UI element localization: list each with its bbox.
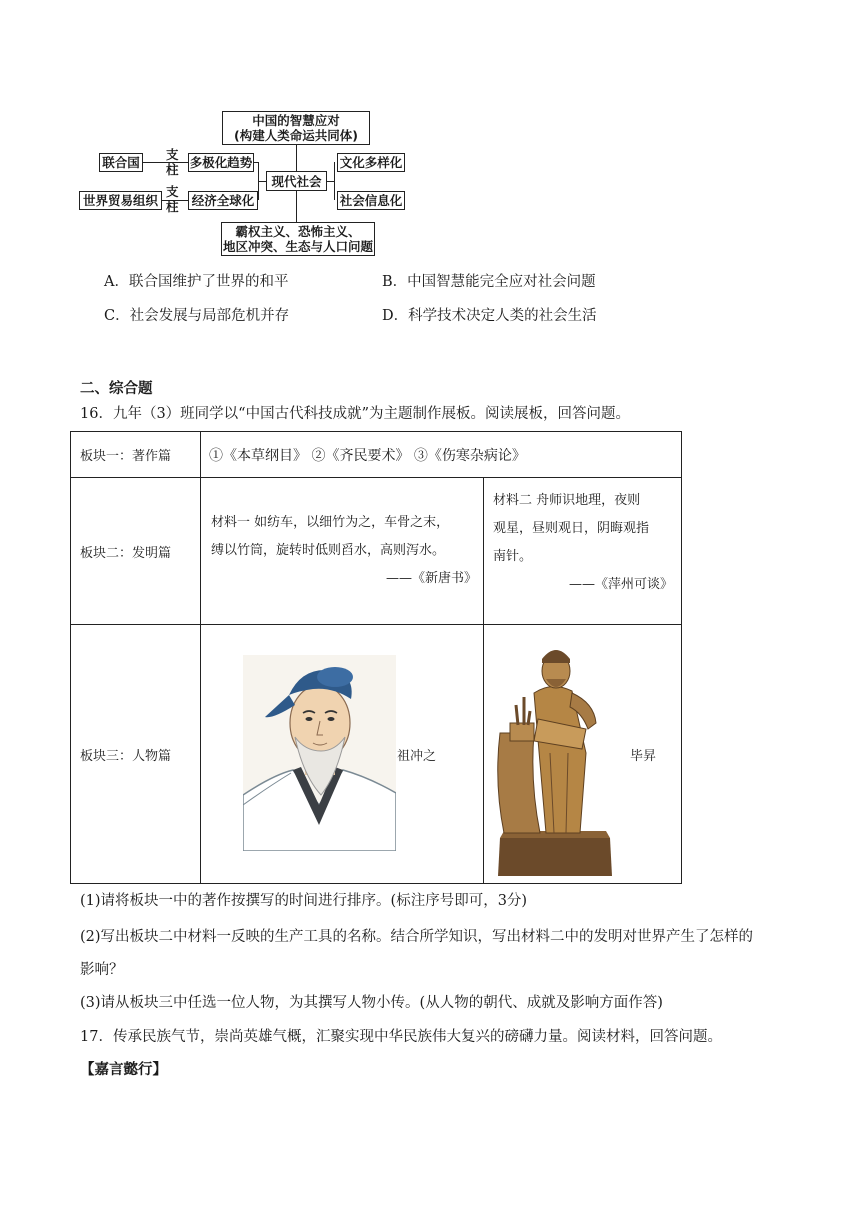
wto-label: 世界贸易组织 [82,193,158,208]
material1-line2: 缚以竹筒，旋转时低则舀水，高则泻水。 [211,543,446,558]
exhibition-board [70,431,682,884]
q17-intro: 17．传承民族气节，崇尚英雄气概，汇聚实现中华民族伟大复兴的磅礴力量。阅读材料，回答问题。 [80,1029,722,1045]
un-label: 联合国 [102,155,140,170]
zu-chongzhi-portrait [243,655,396,851]
cultural-diversity-label: 文化多样化 [339,155,403,170]
modern-society-box [266,171,327,191]
material2-line1: 材料二 舟师识地理，夜则 [493,493,641,508]
option-a[interactable]: A．联合国维护了世界的和平 [104,274,289,290]
person2-cell [484,625,682,884]
problems-box [221,222,375,256]
informatization-label: 社会信息化 [339,193,403,208]
option-b[interactable]: B．中国智慧能完全应对社会问题 [382,274,596,290]
person2-name: 毕昇 [630,749,657,764]
q16-sub2-line2: 影响？ [80,962,124,978]
q16-sub1: (1)请将板块一中的著作按撰写的时间进行排序。(标注序号即可，3分) [80,893,528,909]
q16-intro: 16．九年（3）班同学以“中国古代科技成就”为主题制作展板。阅读展板，回答问题。 [80,406,630,422]
multipolar-box [188,153,254,172]
board2-label: 板块二：发明篇 [71,478,201,625]
globalization-box [188,191,258,210]
modern-society-label: 现代社会 [271,173,322,189]
globalization-label: 经济全球化 [191,193,255,208]
top-box [222,111,370,145]
person1-cell [201,625,484,884]
option-d[interactable]: D．科学技术决定人类的社会生活 [382,308,597,324]
material2-source: ——《萍州可谈》 [568,577,673,592]
q16-sub3: (3)请从板块三中任选一位人物，为其撰写人物小传。(从人物的朝代、成就及影响方面作答) [80,995,663,1011]
un-box [99,153,143,172]
q17-heading: 【嘉言懿行】 [80,1062,167,1078]
cultural-diversity-box [337,153,405,172]
top-box-line2: (构建人类命运共同体) [234,128,358,143]
material1-source: ——《新唐书》 [385,571,477,586]
informatization-box [337,191,405,210]
material2-line2: 观星，昼则观日，阴晦观指 [493,521,650,536]
material2-cell [484,478,682,625]
top-box-line1: 中国的智慧应对 [252,113,340,128]
multipolar-label: 多极化趋势 [189,155,253,170]
board1-content: ①《本草纲目》 ②《齐民要术》 ③《伤寒杂病论》 [201,432,682,478]
board3-label: 板块三：人物篇 [71,625,201,884]
option-c[interactable]: C．社会发展与局部危机并存 [104,308,290,324]
material2-line3: 南针。 [493,549,533,564]
pillar-label-a: 支 柱 [166,147,179,177]
problems-line2: 地区冲突、生态与人口问题 [222,239,373,254]
pillar-label-b: 支 柱 [166,184,179,214]
material1-cell [201,478,484,625]
wto-box [79,191,162,210]
problems-line1: 霸权主义、恐怖主义、 [235,224,361,239]
bi-sheng-statue [490,633,615,876]
board1-label: 板块一：著作篇 [71,432,201,478]
q16-sub2-line1: (2)写出板块二中材料一反映的生产工具的名称。结合所学知识，写出材料二中的发明对世界产生了怎样的 [80,929,754,945]
material1-line1: 材料一 如纺车，以细竹为之，车骨之末， [211,515,450,530]
person1-name: 祖冲之 [397,749,437,764]
section-title: 二、综合题 [80,381,153,397]
